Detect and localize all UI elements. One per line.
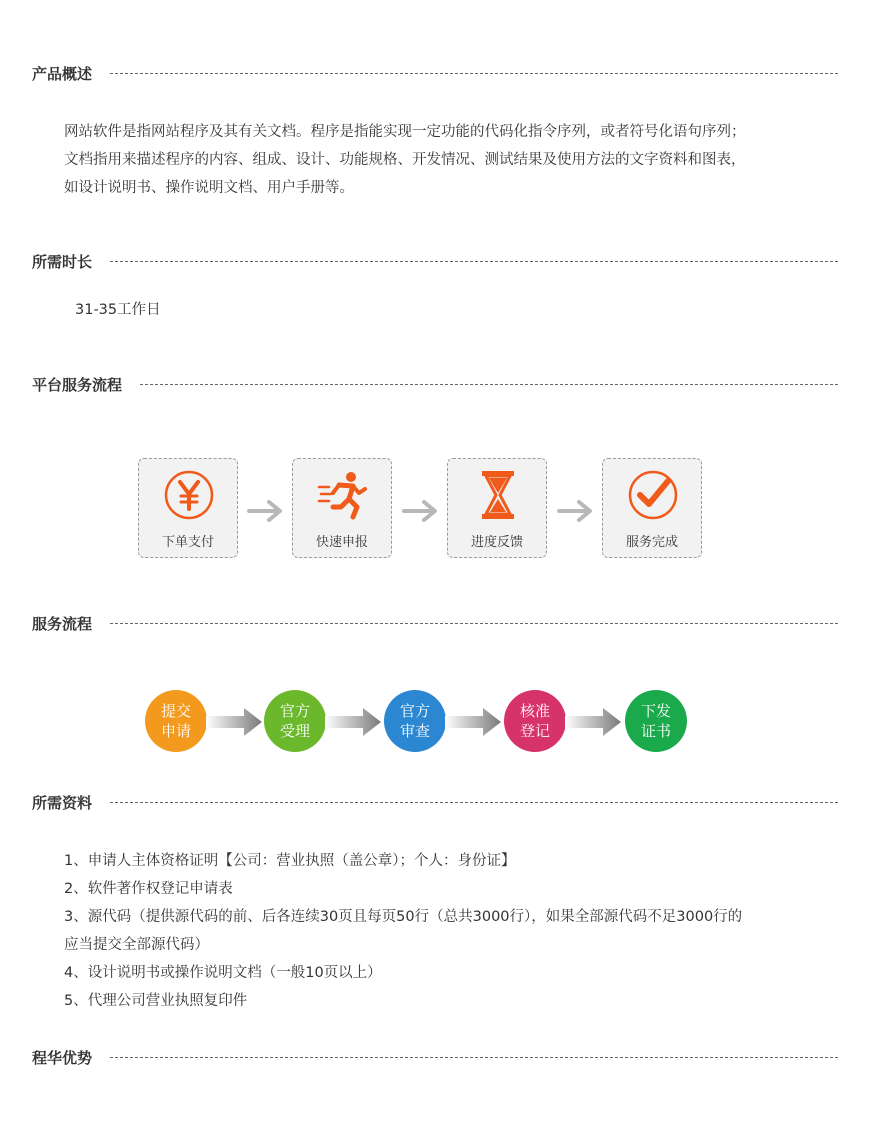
dashed-divider [110, 261, 838, 262]
arrow-right-icon [557, 499, 595, 523]
step-text-line: 证书 [640, 722, 671, 740]
gradient-arrow-icon [565, 708, 621, 736]
service-step-circle [384, 690, 446, 752]
step-label: 服务完成 [625, 535, 678, 550]
step-text-line: 官方 [399, 702, 430, 720]
step-text-line: 受理 [279, 722, 310, 740]
list-item: 3、源代码（提供源代码的前、后各连续30页且每页50行（总共3000行），如果全部源代码不足3000行的 [64, 909, 743, 925]
yen-icon [163, 469, 215, 521]
step-label: 进度反馈 [470, 535, 523, 550]
section-heading-service-process [32, 612, 838, 634]
platform-step-card [447, 458, 547, 558]
paragraph-line: 如设计说明书、操作说明文档、用户手册等。 [64, 180, 354, 196]
dashed-divider [110, 73, 838, 74]
list-item: 5、代理公司营业执照复印件 [64, 993, 248, 1009]
step-text-line: 提交 [160, 702, 191, 720]
section-title: 程华优势 [32, 1048, 93, 1067]
step-label: 快速申报 [315, 535, 368, 550]
paragraph-line: 网站软件是指网站程序及其有关文档。程序是指能实现一定功能的代码化指令序列，或者符号化语句序列； [64, 124, 746, 140]
hourglass-icon [472, 469, 524, 521]
platform-step-card [292, 458, 392, 558]
arrow-right-icon [402, 499, 440, 523]
step-label: 下单支付 [161, 535, 214, 550]
section-title: 所需时长 [32, 252, 93, 271]
service-step-circle [625, 690, 687, 752]
step-text-line: 核准 [519, 702, 550, 720]
duration-value: 31-35工作日 [75, 302, 161, 318]
section-title: 平台服务流程 [32, 375, 123, 394]
step-text-line: 登记 [519, 722, 550, 740]
list-item: 2、软件著作权登记申请表 [64, 881, 233, 897]
paragraph-line: 文档指用来描述程序的内容、组成、设计、功能规格、开发情况、测试结果及使用方法的文字资料和图表， [64, 152, 746, 168]
service-step-circle [504, 690, 566, 752]
dashed-divider [110, 623, 838, 624]
overview-paragraph [64, 118, 839, 202]
running-man-icon [317, 469, 369, 521]
dashed-divider [140, 384, 838, 385]
section-title: 服务流程 [32, 614, 93, 633]
gradient-arrow-icon [445, 708, 501, 736]
section-heading-duration [32, 250, 838, 272]
section-heading-materials [32, 791, 838, 813]
section-title: 所需资料 [32, 793, 93, 812]
service-step-circle [145, 690, 207, 752]
service-step-circle [264, 690, 326, 752]
checkmark-icon [627, 469, 679, 521]
arrow-right-icon [247, 499, 285, 523]
section-heading-platform-process [32, 373, 838, 395]
dashed-divider [110, 802, 838, 803]
step-text-line: 审查 [399, 722, 430, 740]
gradient-arrow-icon [325, 708, 381, 736]
gradient-arrow-icon [206, 708, 262, 736]
section-title: 产品概述 [32, 64, 93, 83]
platform-step-card [138, 458, 238, 558]
section-heading-overview [32, 62, 838, 84]
step-text-line: 官方 [279, 702, 310, 720]
list-item: 4、设计说明书或操作说明文档（一般10页以上） [64, 965, 382, 981]
list-item: 应当提交全部源代码） [64, 937, 209, 953]
dashed-divider [110, 1057, 838, 1058]
list-item: 1、申请人主体资格证明【公司：营业执照（盖公章）；个人：身份证】 [64, 853, 516, 869]
step-text-line: 申请 [160, 722, 191, 740]
step-text-line: 下发 [640, 702, 671, 720]
materials-list [64, 847, 844, 1015]
section-heading-advantages [32, 1046, 838, 1068]
platform-step-card [602, 458, 702, 558]
